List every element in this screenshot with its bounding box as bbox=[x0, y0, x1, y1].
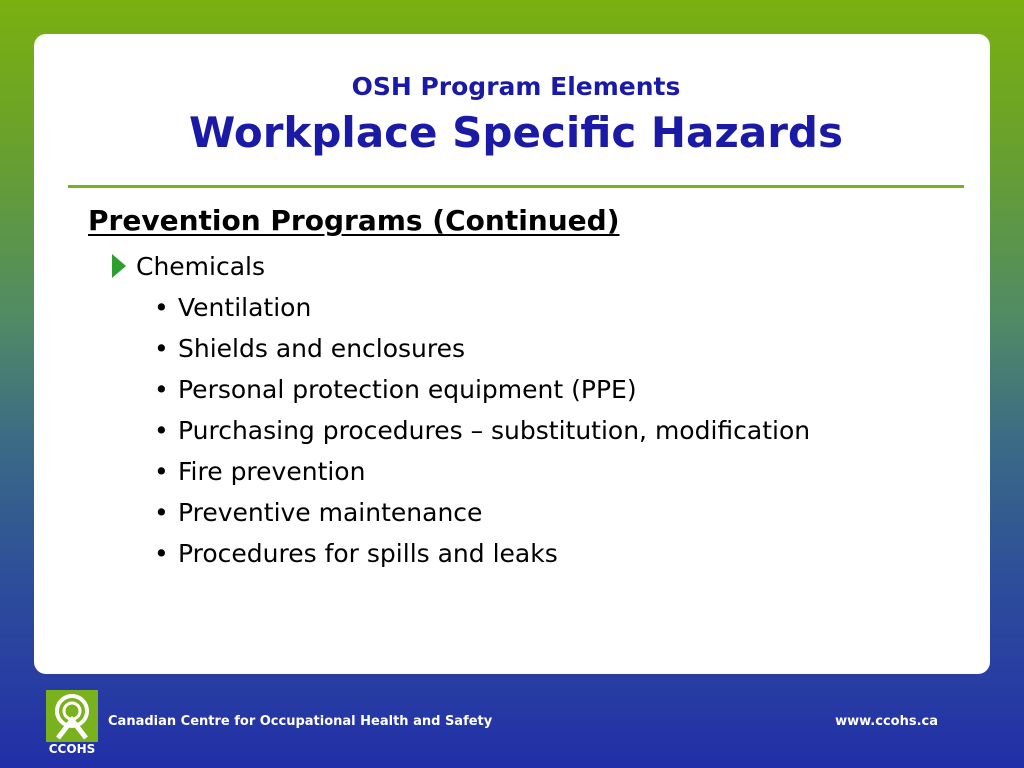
logo-wordmark: CCOHS bbox=[48, 742, 96, 756]
triangle-right-icon bbox=[112, 254, 126, 278]
list-item: • Fire prevention bbox=[154, 454, 810, 495]
bullet-icon: • bbox=[154, 457, 169, 486]
bullet-icon: • bbox=[154, 334, 169, 363]
slide-subtitle: OSH Program Elements bbox=[351, 72, 681, 101]
footer-website-link[interactable]: www.ccohs.ca bbox=[835, 714, 938, 729]
list-item: • Personal protection equipment (PPE) bbox=[154, 372, 810, 413]
list-item: • Shields and enclosures bbox=[154, 331, 810, 372]
topic-item bbox=[112, 252, 265, 281]
bullet-icon: • bbox=[154, 293, 169, 322]
section-heading: Prevention Programs (Continued) bbox=[88, 204, 620, 237]
list-item: • Preventive maintenance bbox=[154, 495, 810, 536]
list-item: • Procedures for spills and leaks bbox=[154, 536, 810, 577]
bullet-icon: • bbox=[154, 539, 169, 568]
ccohs-logo-icon bbox=[46, 690, 98, 742]
bullet-icon: • bbox=[154, 375, 169, 404]
footer-organization: Canadian Centre for Occupational Health and Safety bbox=[108, 714, 493, 729]
list-item: • Purchasing procedures – substitution, modification bbox=[154, 413, 810, 454]
list-item: • Ventilation bbox=[154, 290, 810, 331]
bullet-icon: • bbox=[154, 416, 169, 445]
title-divider bbox=[68, 185, 964, 188]
bullet-icon: • bbox=[154, 498, 169, 527]
bullet-list bbox=[154, 290, 810, 577]
slide-title: Workplace Specific Hazards bbox=[189, 108, 843, 157]
topic-label: Chemicals bbox=[136, 252, 266, 281]
